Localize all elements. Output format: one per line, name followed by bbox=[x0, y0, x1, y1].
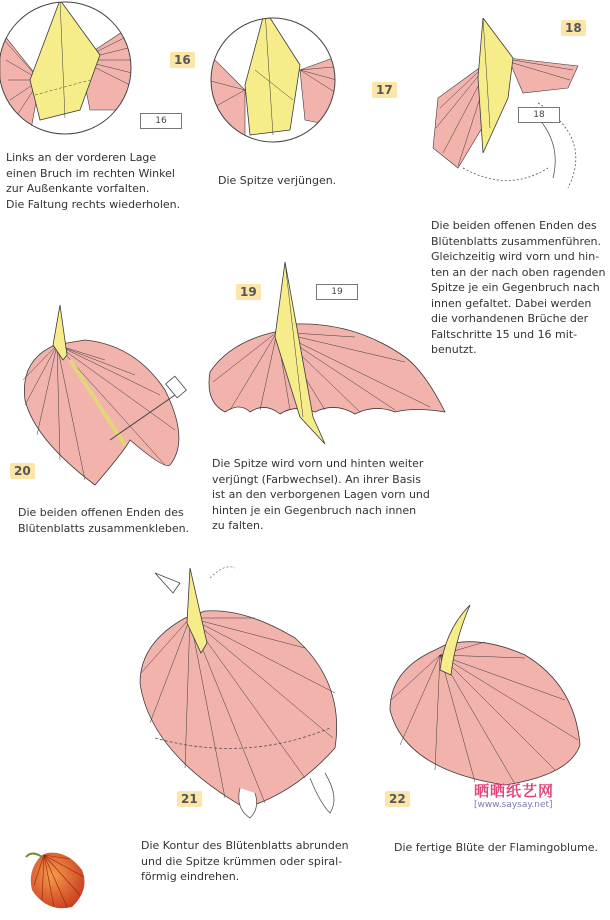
step-19-tag: 19 bbox=[316, 284, 358, 300]
step-18-number: 18 bbox=[561, 20, 586, 36]
finished-flower-photo bbox=[22, 845, 92, 915]
step-21-illustration bbox=[135, 563, 355, 823]
step-22-illustration bbox=[385, 600, 585, 790]
step-18-caption: Die beiden offenen Enden des Blütenblatts zusammenführen. Gleichzeitig wird vorn und hin- ten an der nach oben ragenden Spitze je ein Gegenbruch nach innen gefaltet. Dabei werden die vorhandenen Brüche der Faltschritte 15 und 16 mit- benutzt. bbox=[431, 219, 606, 356]
step-16-illustration bbox=[0, 0, 140, 140]
step-20-illustration bbox=[15, 300, 205, 490]
step-19-number: 19 bbox=[236, 284, 261, 300]
step-17-illustration bbox=[205, 10, 355, 160]
step-19-caption: Die Spitze wird vorn und hinten weiter verjüngt (Farbwechsel). An ihrer Basis ist an den verborgenen Lagen vorn und hinten je ein Gegenbruch nach innen zu falten. bbox=[212, 457, 430, 532]
step-17-number: 17 bbox=[372, 82, 397, 98]
step-18-illustration bbox=[428, 18, 598, 198]
step-16-number: 16 bbox=[170, 52, 195, 68]
step-22-caption: Die fertige Blüte der Flamingoblume. bbox=[394, 841, 599, 854]
watermark-cn: 晒晒纸艺网 bbox=[474, 782, 555, 800]
step-22-number: 22 bbox=[385, 791, 410, 807]
step-16-tag: 16 bbox=[140, 113, 182, 129]
step-20-number: 20 bbox=[10, 463, 35, 479]
step-18-tag: 18 bbox=[518, 107, 560, 123]
step-16-caption: Links an der vorderen Lage einen Bruch im rechten Winkel zur Außenkante vorfalten. Die Faltung rechts wiederholen. bbox=[6, 151, 181, 211]
step-21-caption: Die Kontur des Blütenblatts abrunden und die Spitze krümmen oder spiral- förmig eindrehen. bbox=[141, 839, 349, 883]
watermark-url: [www.saysay.net] bbox=[474, 800, 553, 810]
step-20-caption: Die beiden offenen Enden des Blütenblatts zusammenkleben. bbox=[18, 506, 190, 535]
step-17-caption: Die Spitze verjüngen. bbox=[218, 174, 337, 187]
step-21-number: 21 bbox=[177, 791, 202, 807]
